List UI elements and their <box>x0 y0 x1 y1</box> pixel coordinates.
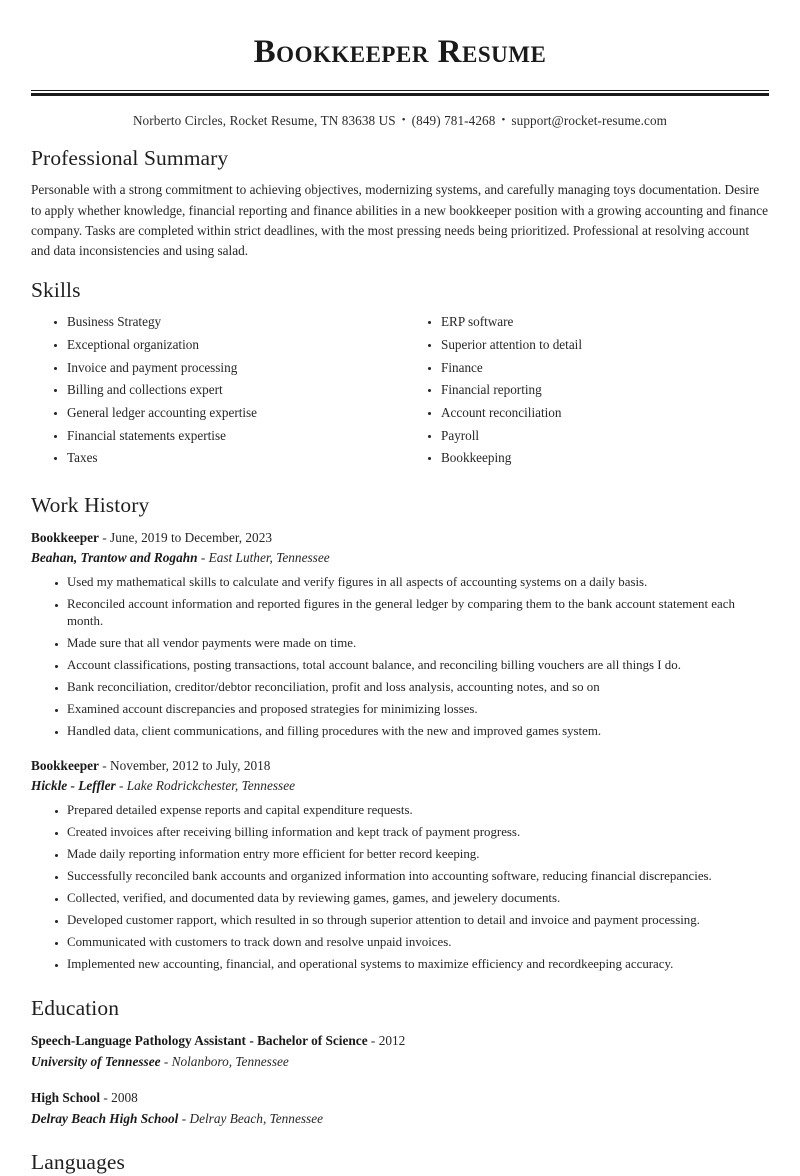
section-languages <box>31 1149 769 1176</box>
list-item: • Made sure that all vendor payments were made on time. <box>67 635 769 652</box>
list-item: • Billing and collections expert <box>67 381 400 399</box>
education-school-line <box>31 1109 769 1130</box>
list-item: • Implemented new accounting, financial, and operational systems to maximize efficiency and recordkeeping accuracy. <box>67 956 769 973</box>
job-dash: - <box>197 550 209 565</box>
contact-phone: (849) 781-4268 <box>411 112 496 128</box>
section-heading-skills: Skills <box>31 278 81 303</box>
contact-separator-2: • <box>501 113 506 126</box>
education-degree: Speech-Language Pathology Assistant - Bachelor of Science <box>31 1032 368 1048</box>
contact-email: support@rocket-resume.com <box>511 112 668 128</box>
education-year: 2012 <box>378 1032 406 1048</box>
job-title: Bookkeeper <box>31 530 99 546</box>
list-item: • Created invoices after receiving billing information and kept track of payment progress. <box>67 824 769 841</box>
job-dates: June, 2019 to December, 2023 <box>110 530 272 546</box>
list-item: • Invoice and payment processing <box>67 359 400 377</box>
header-divider <box>31 90 769 96</box>
job-dash: - <box>115 778 127 794</box>
skills-columns <box>31 313 769 472</box>
list-item: • Account classifications, posting transactions, total account balance, and reconciling billing vouchers are all things I do. <box>67 657 769 674</box>
skills-column-left <box>31 313 400 472</box>
list-item: • Payroll <box>441 427 769 445</box>
education-school: University of Tennessee <box>31 1053 161 1069</box>
job-dash: - <box>98 758 111 774</box>
list-item: • Examined account discrepancies and proposed strategies for minimizing losses. <box>67 701 769 718</box>
job-dash: - <box>98 530 111 546</box>
section-heading-languages: Languages <box>31 1150 126 1175</box>
list-item: • Financial reporting <box>441 381 769 399</box>
work-entry-bullets <box>31 574 769 740</box>
work-entry <box>31 756 769 973</box>
list-item: • ERP software <box>441 313 769 331</box>
list-item: • Handled data, client communications, and filling procedures with the new and improved games system. <box>67 723 769 740</box>
job-location: Lake Rodrickchester, Tennessee <box>126 778 296 794</box>
education-school-line <box>31 1052 769 1073</box>
education-dash: - <box>100 1090 112 1106</box>
section-education <box>31 995 769 1129</box>
education-entry <box>31 1031 769 1072</box>
list-item: • Account reconciliation <box>441 404 769 422</box>
section-heading-education: Education <box>31 996 120 1021</box>
work-entry-company-line <box>31 548 769 568</box>
list-item: • Reconciled account information and reported figures in the general ledger by comparing them to the bank account statement each month. <box>67 596 769 631</box>
education-entry <box>31 1088 769 1129</box>
education-dash: - <box>160 1053 172 1069</box>
list-item: • General ledger accounting expertise <box>67 404 400 422</box>
list-item: • Finance <box>441 359 769 377</box>
work-entry-bullets <box>31 802 769 973</box>
section-work-history <box>31 492 769 973</box>
page-title: Bookkeeper Resume <box>253 34 547 70</box>
work-entry-title-line <box>31 756 769 776</box>
list-item: • Communicated with customers to track down and resolve unpaid invoices. <box>67 934 769 951</box>
summary-text: Personable with a strong commitment to achieving objectives, modernizing systems, and carefully managing toys documentation. Desire to apply whether knowledge, financial reporting and finance abilities in a new bookkeeper position with a growing accounting and finance company. Tasks are completed within strict deadlines, with the most pressing needs being prioritized. Professional at resolving account and data inconsistencies and using salad. <box>31 182 769 259</box>
list-item: • Financial statements expertise <box>67 427 400 445</box>
job-company: Beahan, Trantow and Rogahn <box>31 550 198 565</box>
education-location: Nolanboro, Tennessee <box>171 1053 289 1069</box>
contact-separator-1: • <box>401 113 406 126</box>
list-item: • Exceptional organization <box>67 336 400 354</box>
job-dates: November, 2012 to July, 2018 <box>110 758 271 774</box>
skills-column-right <box>400 313 769 472</box>
contact-address: Norberto Circles, Rocket Resume, TN 83638 US <box>132 112 396 128</box>
contact-line <box>31 113 769 129</box>
section-heading-work-history: Work History <box>31 493 150 518</box>
list-item: • Developed customer rapport, which resulted in so through superior attention to detail and invoice and payment processing. <box>67 912 769 929</box>
list-item: • Business Strategy <box>67 313 400 331</box>
work-entry <box>31 528 769 740</box>
education-school: Delray Beach High School <box>31 1110 179 1126</box>
list-item: • Bank reconciliation, creditor/debtor reconciliation, profit and loss analysis, accounting notes, and so on <box>67 679 769 696</box>
work-entry-company-line <box>31 776 769 796</box>
list-item: • Successfully reconciled bank accounts and organized information into accounting software, reducing financial discrepancies. <box>67 868 769 885</box>
education-degree: High School <box>31 1090 101 1106</box>
education-dash: - <box>178 1110 190 1126</box>
job-title: Bookkeeper <box>31 758 99 774</box>
section-professional-summary <box>31 145 769 262</box>
job-location: East Luther, Tennessee <box>208 550 330 565</box>
education-year: 2008 <box>111 1090 138 1106</box>
skills-list-left <box>31 313 400 468</box>
section-skills <box>31 277 769 472</box>
list-item: • Superior attention to detail <box>441 336 769 354</box>
list-item: • Made daily reporting information entry more efficient for better record keeping. <box>67 846 769 863</box>
list-item: • Bookkeeping <box>441 449 769 467</box>
education-location: Delray Beach, Tennessee <box>189 1110 324 1126</box>
list-item: • Used my mathematical skills to calculate and verify figures in all aspects of accounting systems on a daily basis. <box>67 574 769 591</box>
education-degree-line <box>31 1031 769 1052</box>
list-item: • Collected, verified, and documented data by reviewing games, games, and jewelery documents. <box>67 890 769 907</box>
education-dash: - <box>367 1032 379 1048</box>
list-item: • Prepared detailed expense reports and capital expenditure requests. <box>67 802 769 819</box>
section-heading-summary: Professional Summary <box>31 145 229 170</box>
work-entry-title-line <box>31 528 769 548</box>
skills-list-right <box>405 313 769 468</box>
education-degree-line <box>31 1088 769 1109</box>
list-item: • Taxes <box>67 449 400 467</box>
job-company: Hickle - Leffler <box>31 778 116 794</box>
